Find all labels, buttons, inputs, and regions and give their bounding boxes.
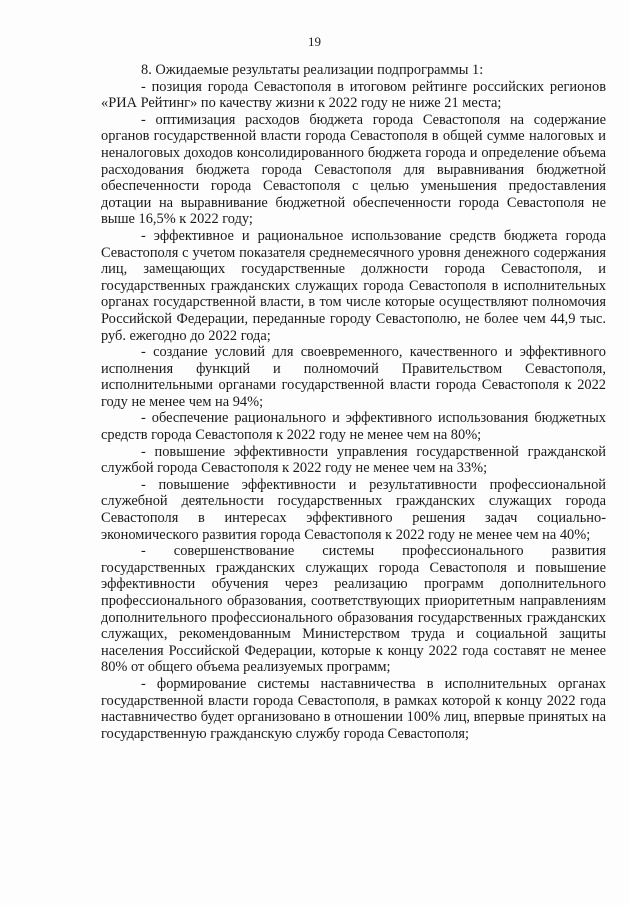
document-body bbox=[101, 62, 606, 742]
list-item: - позиция города Севастополя в итоговом рейтинге российских регионов «РИА Рейтинг» по качеству жизни к 2022 году не ниже 21 места; bbox=[101, 78, 606, 112]
list-item: - совершенствование системы профессионального развития государственных гражданских служащих города Севастополя и повышение эффективности обучения через реализацию программ дополнительного профессионального образования, соответствующих приоритетным направлениям дополнительного профессионального образования государственных гражданских служащих, рекомендованным Министерством труда и социальной защиты населения Российской Федерации, которые к концу 2022 года составят не менее 80% от общего объема реализуемых программ; bbox=[101, 543, 606, 676]
list-item: - повышение эффективности и результативности профессиональной служебной деятельности государственных гражданских служащих города Севастополя в интересах эффективного решения задач социально-экономического развития города Севастополя к 2022 году не менее чем на 40%; bbox=[101, 476, 606, 543]
list-item: - оптимизация расходов бюджета города Севастополя на содержание органов государственной власти города Севастополя в общей сумме налоговых и неналоговых доходов консолидированного бюджета города и определение объема расходования бюджета города Севастополя для выравнивания бюджетной обеспеченности города Севастополя с целью уменьшения предоставления дотации на выравнивание бюджетной обеспеченности города Севастополя не выше 16,5% к 2022 году; bbox=[101, 111, 606, 228]
list-item: - повышение эффективности управления государственной гражданской службой города Севастополя к 2022 году не менее чем на 33%; bbox=[101, 443, 606, 477]
list-item: - обеспечение рационального и эффективного использования бюджетных средств города Севастополя к 2022 году не менее чем на 80%; bbox=[101, 410, 606, 444]
page-number: 19 bbox=[308, 34, 321, 49]
list-item: - создание условий для своевременного, качественного и эффективного исполнения функций и полномочий Правительством Севастополя, исполнительными органами государственной власти города Севастополя к 2022 году не менее чем на 94%; bbox=[101, 344, 606, 410]
section-heading: 8. Ожидаемые результаты реализации подпрограммы 1: bbox=[141, 62, 484, 78]
list-item: - формирование системы наставничества в исполнительных органах государственной власти города Севастополя, в рамках которой к концу 2022 года наставничество будет организовано в отношении 100% лиц, впервые принятых на государственную гражданскую службу города Севастополя; bbox=[101, 675, 606, 742]
list-item: - эффективное и рациональное использование средств бюджета города Севастополя с учетом показателя среднемесячного уровня денежного содержания лиц, замещающих государственные должности города Севастополя, и государственных гражданских служащих города Севастополя в исполнительных органах государственной власти, в том числе которые осуществляют полномочия Российской Федерации, переданные городу Севастополю, не более чем 44,9 тыс. руб. ежегодно до 2022 года; bbox=[101, 227, 606, 344]
